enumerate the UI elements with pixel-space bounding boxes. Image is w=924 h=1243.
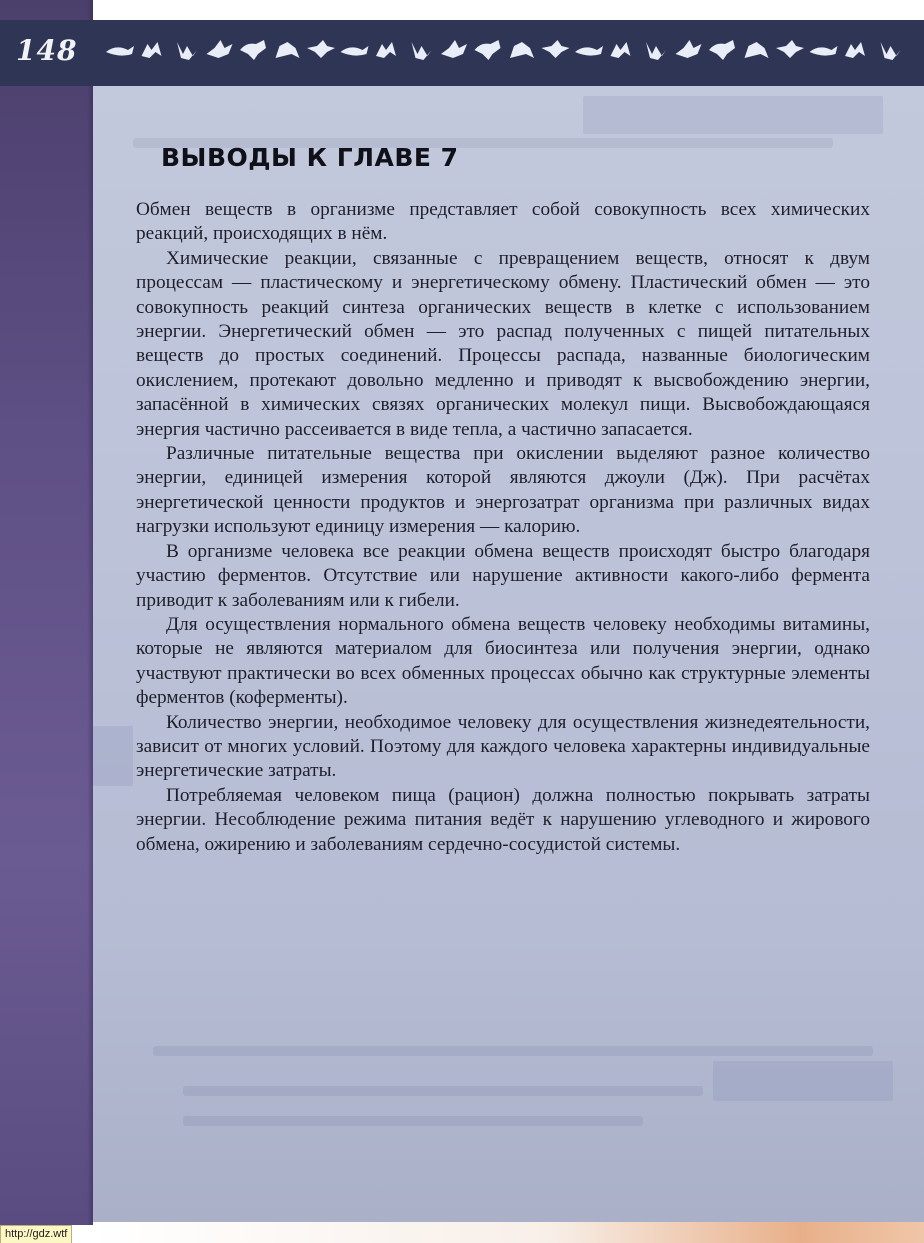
lizard-silhouette — [475, 40, 501, 60]
lizard-silhouette — [709, 40, 735, 60]
bull-silhouette — [745, 42, 769, 58]
bleed-through-line — [183, 1086, 703, 1096]
deer-silhouette — [676, 40, 702, 58]
bull-silhouette — [276, 42, 300, 58]
antelope-silhouette — [611, 42, 631, 58]
antelope-silhouette — [376, 42, 396, 58]
bleed-through-box — [713, 1061, 893, 1101]
bleed-through-box — [583, 96, 883, 134]
paragraph: Количество энергии, необходимое человеку для осуществления жизнедеятельности, зависит от многих условий. Поэтому для каждого человека характерны индивидуальные энергетические затраты. — [136, 711, 870, 782]
bull-silhouette — [510, 42, 534, 58]
butterfly-silhouette — [307, 40, 335, 58]
source-watermark-link[interactable]: http://gdz.wtf — [0, 1225, 72, 1243]
page-number: 148 — [16, 34, 78, 67]
paragraph: Потребляемая человеком пища (рацион) должна полностью покрывать затраты энергии. Несоблюдение режима питания ведёт к нарушению углеводного и жирового обмена, ожирению и заболеваниям сердечно-сосудистой системы. — [136, 784, 870, 855]
chapter-summary-heading: ВЫВОДЫ К ГЛАВЕ 7 — [161, 143, 459, 172]
bird-silhouette — [810, 46, 838, 56]
deer-silhouette — [207, 40, 233, 58]
butterfly-silhouette — [776, 40, 804, 58]
bird-silhouette — [341, 46, 369, 56]
left-color-band — [0, 0, 93, 1225]
bleed-through-line — [153, 1046, 873, 1056]
paragraph: Обмен веществ в организме представляет собой совокупность всех химических реакций, происходящих в нём. — [136, 199, 870, 245]
bird-silhouette — [575, 46, 603, 56]
butterfly-silhouette — [542, 40, 570, 58]
insect-silhouette — [881, 42, 901, 60]
animal-silhouettes-frieze — [104, 32, 916, 64]
paragraph: В организме человека все реакции обмена веществ происходят быстро благодаря участию ферментов. Отсутствие или нарушение активности какого-либо фермента приводит к заболеваниям или к гибели. — [136, 540, 870, 611]
paragraph: Для осуществления нормального обмена веществ человеку необходимы витамины, которые не являются материалом для биосинтеза или получения энергии, однако участвуют практически во всех обменных процессах обычно как структурные элементы ферментов (коферменты). — [136, 613, 870, 709]
antelope-silhouette — [142, 42, 162, 58]
lizard-silhouette — [240, 40, 266, 60]
paragraph: Различные питательные вещества при окислении выделяют разное количество энергии, единицей измерения которой являются джоули (Дж). При расчётах энергетической ценности продуктов и энергозатрат организма при различных видах нагрузки используют единицу измерения — калорию. — [136, 443, 870, 538]
insect-silhouette — [177, 42, 197, 60]
insect-silhouette — [412, 42, 432, 60]
deer-silhouette — [441, 40, 467, 58]
bleed-through-line — [183, 1116, 643, 1126]
summary-text — [136, 198, 870, 857]
insect-silhouette — [646, 42, 666, 60]
bleed-through-box — [93, 726, 133, 786]
antelope-silhouette — [845, 42, 865, 58]
bird-silhouette — [106, 46, 134, 56]
page-bottom-edge — [93, 1222, 924, 1243]
paragraph: Химические реакции, связанные с превращением веществ, относят к двум процессам — пластическому и энергетическому обмену. Пластический обмен — это совокупность реакций синтеза органических веществ в клетке с использованием энергии. Энергетический обмен — это распад полученных с пищей питательных веществ до простых соединений. Процессы распада, названные биологическим окислением, протекают довольно медленно и приводят к высвобождению энергии, запасённой в химических связях органических молекул пищи. Высвобождающаяся энергия частично рассеивается в виде тепла, а частично запасается. — [136, 247, 870, 440]
